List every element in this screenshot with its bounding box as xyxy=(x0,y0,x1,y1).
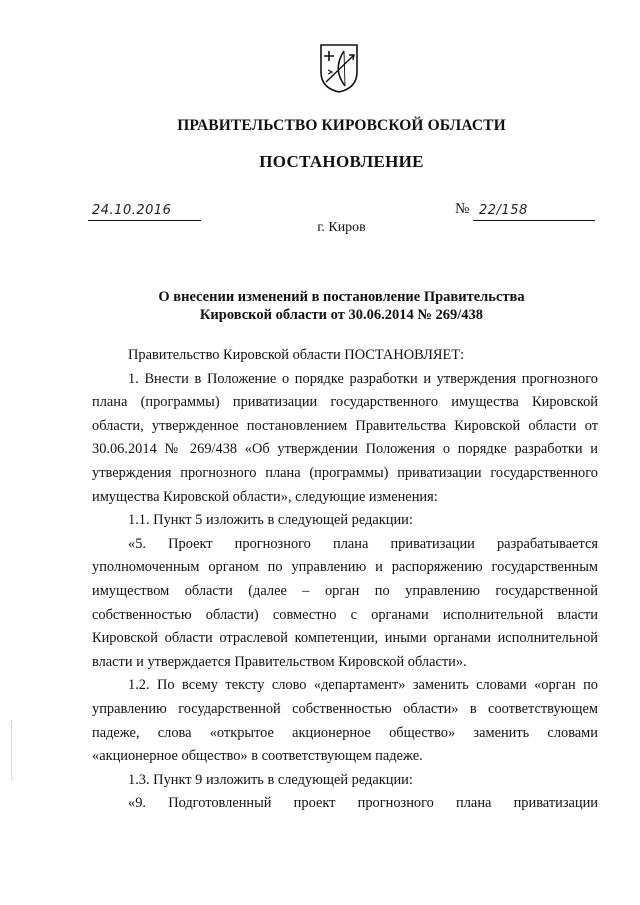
document-number: 22/158 xyxy=(479,203,528,218)
paragraph-item-1: 1. Внести в Положение о порядке разработки и утверждения прогнозного плана (программы) приватизации государственного имущества Кировской области, утвержденное постановлением Правительства Кировской области от 30.06.2014 № 269/438 «Об утверждении Положения о порядке разработки и утверждения прогнозного плана (программы) приватизации государственного имущества Кировской области», следующие изменения: xyxy=(92,370,598,505)
paragraph-decree: Правительство Кировской области ПОСТАНОВЛЯЕТ: xyxy=(128,347,465,363)
paragraph-item-1-3: 1.3. Пункт 9 изложить в следующей редакции: xyxy=(128,771,413,788)
title-line-1: О внесении изменений в постановление Правительства xyxy=(158,289,525,305)
paragraph-point-9: «9. Подготовленный проект прогнозного плана приватизации xyxy=(128,795,598,812)
paragraph-item-1-2: 1.2. По всему тексту слово «департамент» заменить словами «орган по управлению государственной собственностью области» в соответствующем падеже, слова «открытое акционерное общество» заменить словами «акционерное общество» в соответствующем падеже. xyxy=(92,677,598,765)
document-type: ПОСТАНОВЛЕНИЕ xyxy=(259,152,424,171)
paragraph-point-5: «5. Проект прогнозного плана приватизации разрабатывается уполномоченным органом по управлению и распоряжению государственным имуществом области (далее – орган по управлению государственной собственностью области) совместно с органами исполнительной власти Кировской области отраслевой компетенции, иными органами исполнительной власти и утверждается Правительством Кировской области». xyxy=(92,535,598,670)
coat-of-arms-icon xyxy=(318,42,360,94)
city: г. Киров xyxy=(317,220,366,235)
document-body xyxy=(92,344,598,816)
document-date: 24.10.2016 xyxy=(92,203,172,218)
paragraph-item-1-1: 1.1. Пункт 5 изложить в следующей редакции: xyxy=(128,512,413,529)
number-sign: № xyxy=(455,201,470,217)
document-title xyxy=(92,288,591,324)
scan-margin-mark xyxy=(11,720,12,780)
title-line-2: Кировской области от 30.06.2014 № 269/438 xyxy=(199,307,484,323)
organization-name: ПРАВИТЕЛЬСТВО КИРОВСКОЙ ОБЛАСТИ xyxy=(177,117,506,134)
